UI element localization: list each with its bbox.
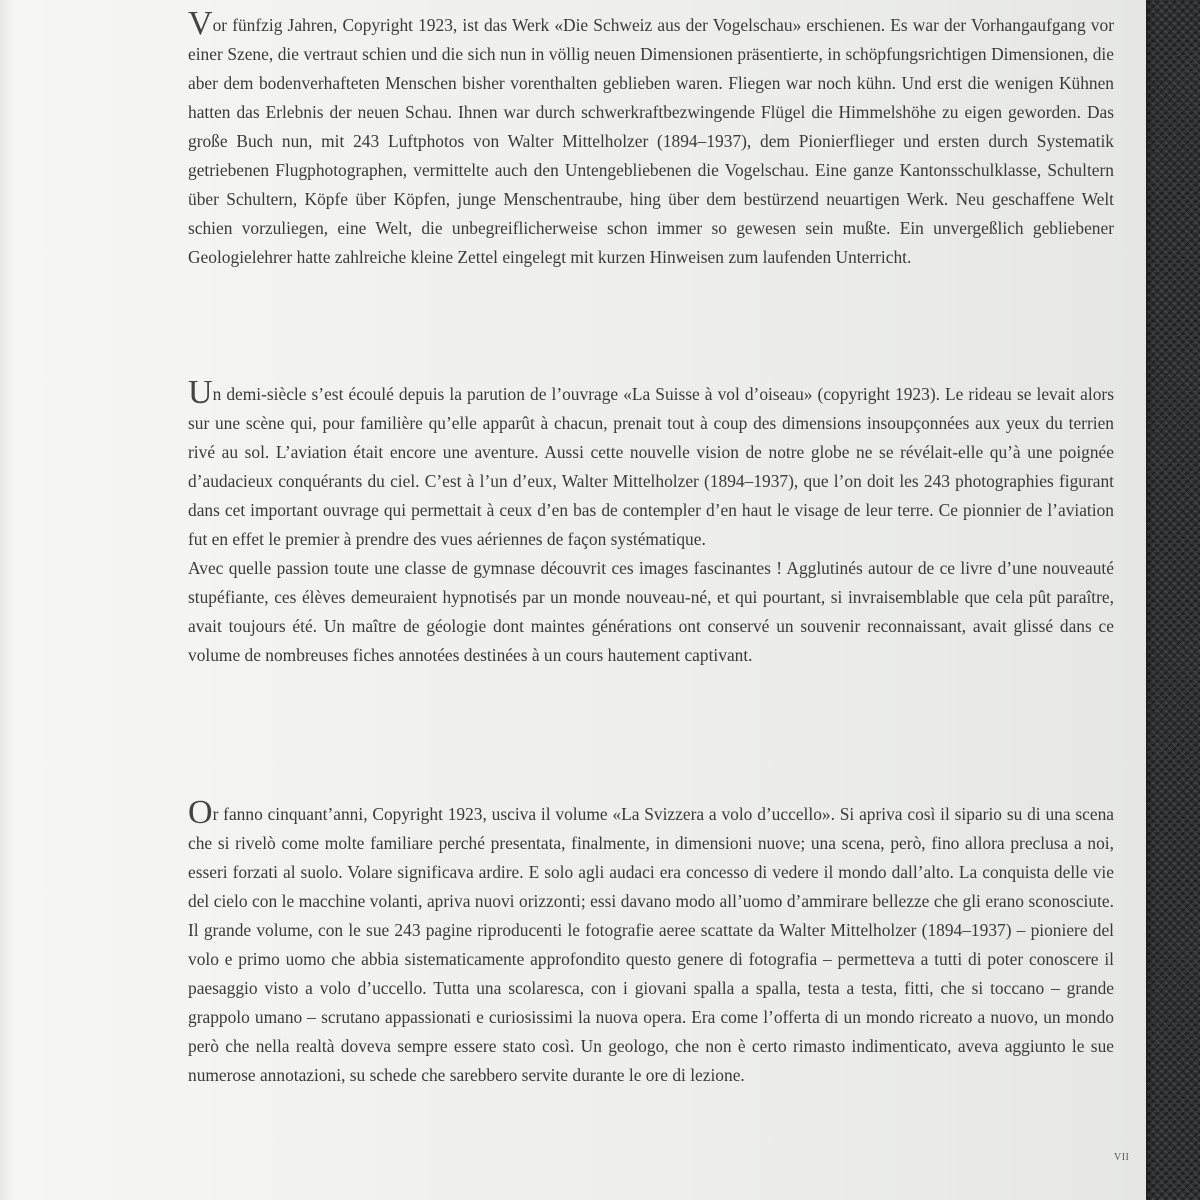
paragraph-text: Avec quelle passion toute une classe de gymnase découvrit ces images fascinantes ! Agglutinés autour de ce livre d’une nouveauté stupéfiante, ces élèves demeuraient hypnotisés par un monde nouveau-né, et qui pourtant, si invraisemblable que cela pût paraître, avait toujours été. Un maître de géologie dont maintes générations ont conservé un souvenir reconnaissant, avait glissé dans ce volume de nombreuses fiches annotées destinées à un cours hautement captivant. xyxy=(188,558,1114,665)
drop-cap: O xyxy=(188,794,213,831)
french-paragraph xyxy=(188,374,1114,554)
italian-section xyxy=(188,794,1114,1090)
french-section xyxy=(188,374,1114,670)
drop-cap: V xyxy=(188,5,213,42)
page-number: VII xyxy=(1114,1152,1130,1163)
german-section xyxy=(188,5,1114,272)
drop-cap: U xyxy=(188,374,213,411)
french-paragraph-2 xyxy=(188,554,1114,670)
paragraph-text: or fünfzig Jahren, Copyright 1923, ist das Werk «Die Schweiz aus der Vogelschau» erschienen. Es war der Vorhangaufgang vor einer Szene, die vertraut schien und die sich nun in völlig neuen Dimensionen präsentierte, in schöpfungsrichtigen Dimensionen, die aber dem bodenverhafteten Menschen bisher vorenthalten geblieben waren. Fliegen war noch kühn. Und erst die wenigen Kühnen hatten das Erlebnis der neuen Schau. Ihnen war durch schwerkraftbezwingende Flügel die Himmelshöhe zu eigen geworden. Das große Buch nun, mit 243 Luftphotos von Walter Mittelholzer (1894–1937), dem Pionierflieger und ersten durch Systematik getriebenen Flugphotographen, vermittelte auch den Untengebliebenen die Vogelschau. Eine ganze Kantonsschulklasse, Schultern über Schultern, Köpfe über Köpfen, junge Menschentraube, hing über dem bestürzend neuartigen Werk. Neu geschaffene Welt schien vorzuliegen, eine Welt, die unbegreiflicherweise schon immer so gewesen sein mußte. Ein unvergeßlich gebliebener Geologielehrer hatte zahlreiche kleine Zettel eingelegt mit kurzen Hinweisen zum laufenden Unterricht. xyxy=(188,15,1114,267)
paragraph-text: r fanno cinquant’anni, Copyright 1923, usciva il volume «La Svizzera a volo d’uccello». Si apriva così il sipario su di una scena che si rivelò come molte familiare perché presentata, finalmente, in dimensioni nuove; una scena, però, fino allora preclusa a noi, esseri forzati al suolo. Volare significava ardire. E solo agli audaci era concesso di vedere il mondo dall’alto. La conquista delle vie del cielo con le macchine volanti, apriva nuovi orizzonti; essi davano modo all’uomo d’ammirare bellezze che gli erano sconosciute. Il grande volume, con le sue 243 pagine riproducenti le fotografie aeree scattate da Walter Mittelholzer (1894–1937) – pioniere del volo e primo uomo che abbia sistematicamente approfondito questo genere di fotografia – permetteva a tutti di poter conoscere il paesaggio visto a volo d’uccello. Tutta una scolaresca, con i giovani spalla a spalla, testa a testa, fitti, che si toccano – grande grappolo umano – scrutano appassionati e curiosissimi la nuova opera. Era come l’offerta di un mondo ricreato a nuovo, un mondo però che nella realtà doveva sempre essere stato così. Un geologo, che non è certo rimasto indimenticato, aveva aggiunto le sue numerose annotazioni, su schede che sarebbero servite durante le ore di lezione. xyxy=(188,804,1114,1085)
german-paragraph xyxy=(188,5,1114,272)
italian-paragraph xyxy=(188,794,1114,1090)
paragraph-text: n demi-siècle s’est écoulé depuis la parution de l’ouvrage «La Suisse à vol d’oiseau» (copyright 1923). Le rideau se levait alors sur une scène qui, pour familière qu’elle apparût à chacun, prenait tout à coup des dimensions insoupçonnées aux yeux du terrien rivé au sol. L’aviation était encore une aventure. Aussi cette nouvelle vision de notre globe ne se révélait-elle qu’à une poignée d’audacieux conquérants du ciel. C’est à l’un d’eux, Walter Mittelholzer (1894–1937), que l’on doit les 243 photographies figurant dans cet important ouvrage qui permettait à ceux d’en bas de contempler d’en haut le visage de leur terre. Ce pionnier de l’aviation fut en effet le premier à prendre des vues aériennes de façon systématique. xyxy=(188,384,1114,549)
